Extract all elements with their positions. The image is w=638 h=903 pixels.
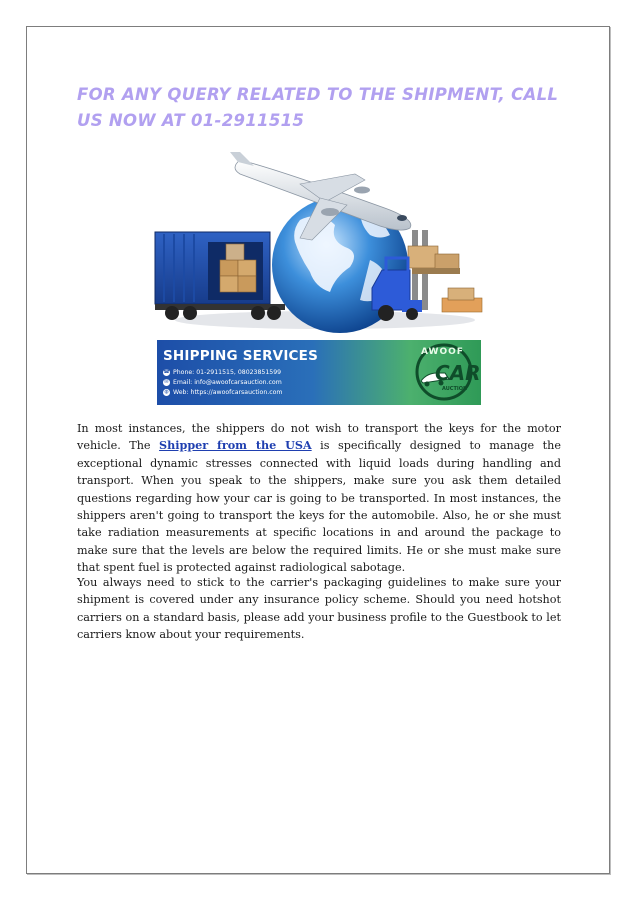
page-heading: FOR ANY QUERY RELATED TO THE SHIPMENT, CALL US NOW AT 01-2911515 <box>77 85 559 130</box>
awoof-car-logo <box>409 341 479 403</box>
banner-email-text: Email: info@awoofcarsauction.com <box>173 379 282 386</box>
container-truck-icon <box>155 232 285 320</box>
p1-text-end: is specifically designed to manage the exceptional dynamic stresses connected with liquid loads during handling and transport. When you speak to the shippers, make sure you ask them detailed questions regarding how your car is going to be transported. In most instances, the shippers aren't going to transport the keys for the automobile. Also, he or she must take radiation measurements at specific locations in and around the package to make sure that the levels are below the required limits. He or she must make sure that spent fuel is protected against radiological sabotage. <box>77 439 561 575</box>
banner-phone-text: Phone: 01-2911515, 08023851599 <box>173 369 282 376</box>
globe-icon: ◍ <box>164 389 169 395</box>
phone-icon: ☎ <box>163 369 170 375</box>
body-paragraph-1 <box>77 420 561 577</box>
banner-email <box>163 379 282 386</box>
logo-top-text: AWOOF <box>421 347 464 357</box>
shipping-illustration <box>150 150 485 336</box>
banner-phone <box>163 369 281 376</box>
logo-sub-text: AUCTION <box>442 386 468 392</box>
mail-icon: ✉ <box>164 379 169 385</box>
shipper-from-usa-link[interactable]: Shipper from the USA <box>159 438 312 453</box>
banner-web <box>163 389 282 396</box>
body-paragraph-2: You always need to stick to the carrier's packaging guidelines to make sure your shipment is covered under any insurance policy scheme. Should you need hotshot carriers on a standard basis, please add your business profile to the Guestbook to let carriers know about your requirements. <box>77 576 561 642</box>
banner-title: SHIPPING SERVICES <box>163 348 318 364</box>
logo-main-text: CAR <box>435 361 481 385</box>
p1-text-start: In most instances, the shippers do not wish to transport the keys for the motor vehicle. The <box>77 422 561 453</box>
banner-web-text: Web: https://awoofcarsauction.com <box>173 389 283 396</box>
shipping-services-banner <box>157 340 481 405</box>
